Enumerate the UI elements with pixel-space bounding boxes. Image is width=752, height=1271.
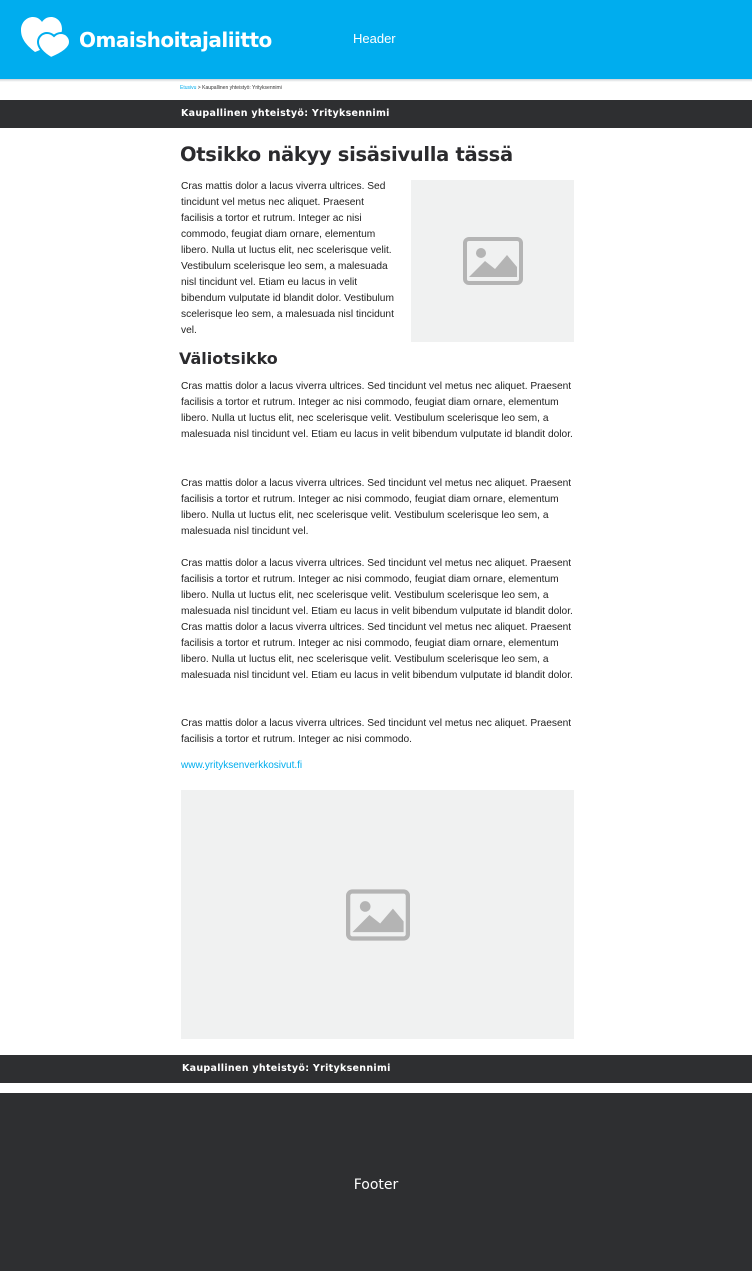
breadcrumb — [180, 85, 282, 91]
hearts-logo-icon — [21, 16, 73, 60]
breadcrumb-home-link[interactable]: Etusivu — [180, 85, 197, 91]
sponsor-bar-top — [0, 100, 752, 128]
footer-placeholder-label: Footer — [353, 1177, 399, 1193]
site-logo[interactable] — [21, 16, 272, 60]
image-placeholder-icon — [463, 237, 523, 285]
subheading: Väliotsikko — [179, 349, 278, 368]
body-paragraph-1: Cras mattis dolor a lacus viverra ultrices. Sed tincidunt vel metus nec aliquet. Praesent facilisis a tortor et rutrum. Integer ac nisi commodo, feugiat diam ornare, elementum libero. Nulla ut luctus elit, nec scelerisque velit. Vestibulum scelerisque leo sem, a malesuada nisl tincidunt vel. Etiam eu lacus in velit bibendum vulputate id blandit dolor. — [181, 381, 573, 440]
breadcrumb-current: Kaupallinen yhteistyö: Yrityksennimi — [202, 85, 282, 91]
company-website-link[interactable]: www.yrityksenverkkosivut.fi — [181, 760, 303, 771]
image-placeholder-icon — [346, 889, 410, 941]
sponsor-bar-bottom-label: Kaupallinen yhteistyö: Yrityksennimi — [182, 1063, 391, 1074]
sponsor-bar-top-label: Kaupallinen yhteistyö: Yrityksennimi — [181, 108, 390, 119]
body-paragraph-4: Cras mattis dolor a lacus viverra ultrices. Sed tincidunt vel metus nec aliquet. Praesent facilisis a tortor et rutrum. Integer ac nisi commodo. — [181, 718, 572, 745]
body-paragraph-2: Cras mattis dolor a lacus viverra ultrices. Sed tincidunt vel metus nec aliquet. Praesent facilisis a tortor et rutrum. Integer ac nisi commodo, feugiat diam ornare, elementum libero. Nulla ut luctus elit, nec scelerisque velit. Vestibulum scelerisque leo sem, a malesuada nisl tincidunt vel. — [181, 478, 572, 537]
main-image-placeholder — [181, 790, 574, 1039]
sponsor-bar-bottom — [0, 1055, 752, 1083]
site-footer — [0, 1093, 752, 1271]
header-shadow — [0, 79, 752, 82]
breadcrumb-separator: > — [197, 85, 201, 91]
side-image-placeholder — [411, 180, 574, 342]
page-title: Otsikko näkyy sisäsivulla tässä — [180, 143, 513, 166]
body-paragraph-3: Cras mattis dolor a lacus viverra ultrices. Sed tincidunt vel metus nec aliquet. Praesent facilisis a tortor et rutrum. Integer ac nisi commodo, feugiat diam ornare, elementum libero. Nulla ut luctus elit, nec scelerisque velit. Vestibulum scelerisque leo sem, a malesuada nisl tincidunt vel. Etiam eu lacus in velit bibendum vulputate id blandit dolor. Cras mattis dolor a lacus viverra ultrices. Sed tincidunt vel metus nec aliquet. Praesent facilisis a tortor et rutrum. Integer ac nisi commodo, feugiat diam ornare, elementum libero. Nulla ut luctus elit, nec scelerisque velit. Vestibulum scelerisque leo sem, a malesuada nisl tincidunt vel. Etiam eu lacus in velit bibendum vulputate id blandit dolor. — [181, 558, 573, 681]
logo-text: Omaishoitajaliitto — [79, 27, 272, 52]
site-header — [0, 0, 752, 79]
header-placeholder-label: Header — [353, 31, 396, 46]
intro-paragraph: Cras mattis dolor a lacus viverra ultrices. Sed tincidunt vel metus nec aliquet. Praesent facilisis a tortor et rutrum. Integer ac nisi commodo, feugiat diam ornare, elementum libero. Nulla ut luctus elit, nec scelerisque velit. Vestibulum scelerisque leo sem, a malesuada nisl tincidunt vel. Etiam eu lacus in velit bibendum vulputate id blandit dolor. Vestibulum scelerisque leo sem, a malesuada nisl tincidunt vel. — [181, 181, 394, 336]
